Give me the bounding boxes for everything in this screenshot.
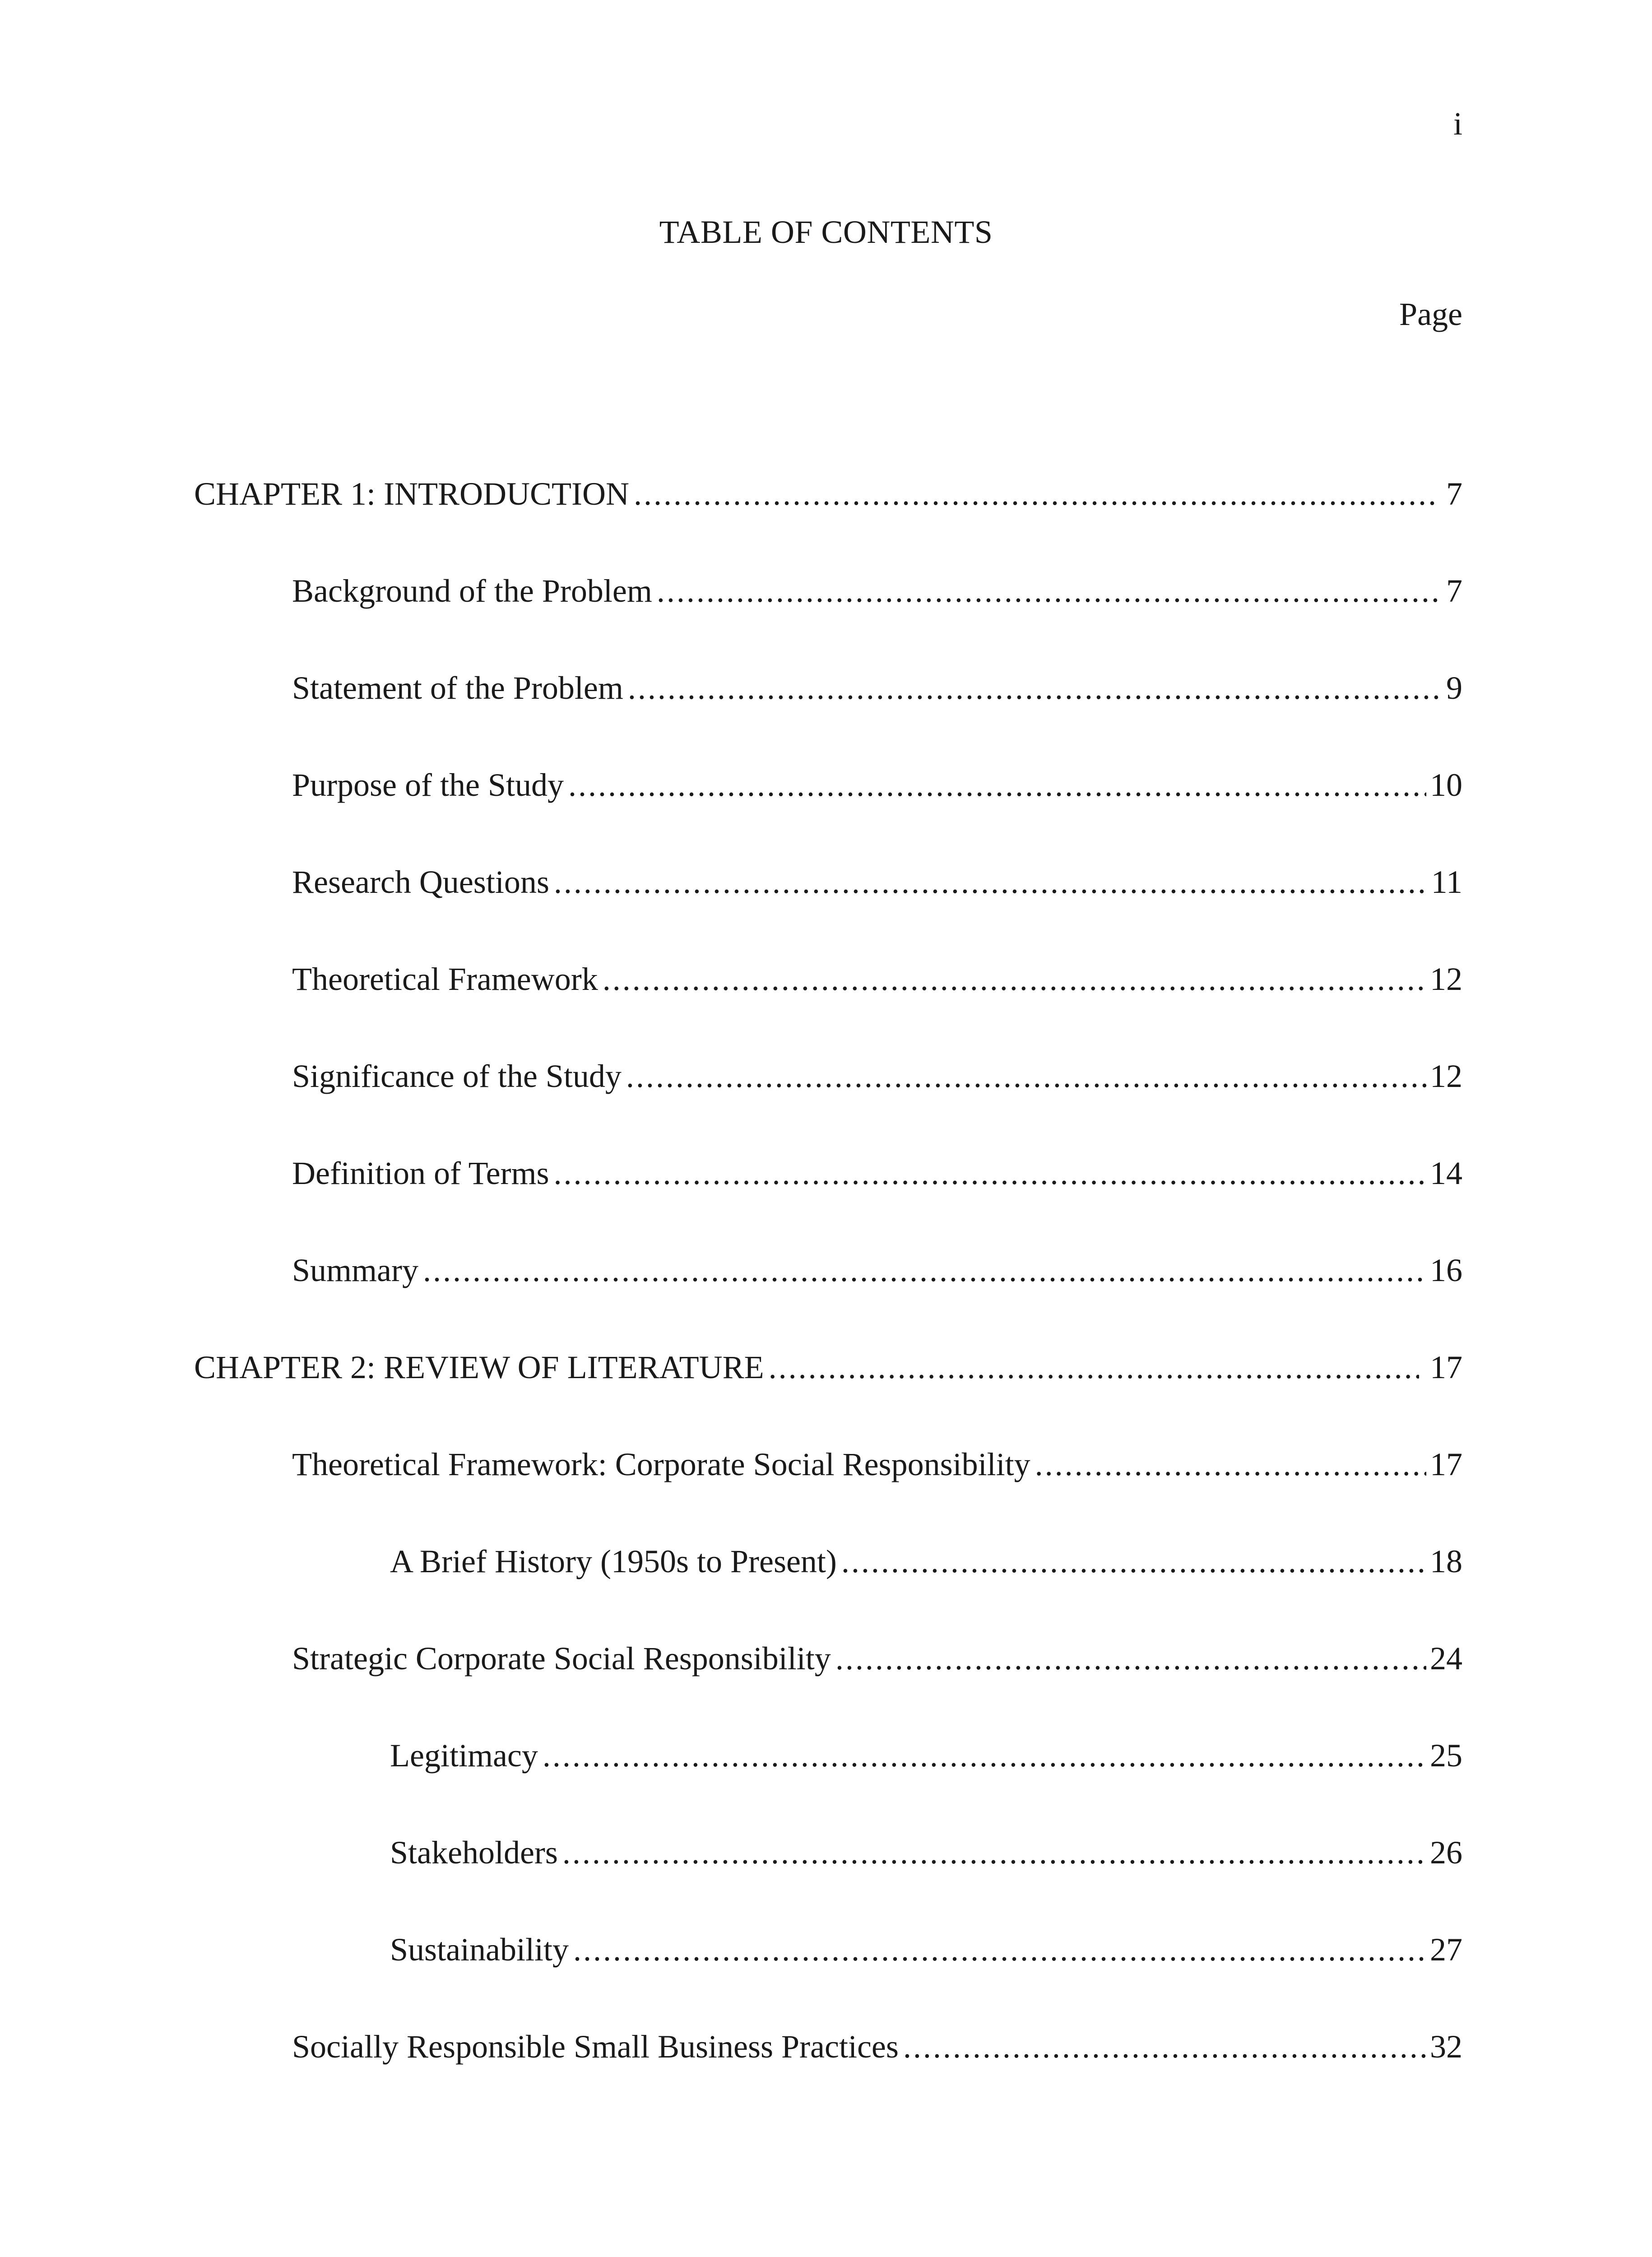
- toc-entry[interactable]: [194, 575, 1462, 672]
- toc-entry-page: 10: [1430, 769, 1462, 803]
- toc-dot-leader: [568, 769, 1426, 801]
- toc-entry-page: 12: [1430, 963, 1462, 997]
- toc-entry-page: 25: [1430, 1739, 1462, 1774]
- toc-entry-page: 17: [1430, 1351, 1462, 1385]
- toc-entry-page: 27: [1430, 1933, 1462, 1968]
- toc-entry-page: 16: [1430, 1254, 1462, 1288]
- toc-entry[interactable]: [194, 1254, 1462, 1351]
- page-title: TABLE OF CONTENTS: [659, 214, 993, 250]
- toc-entry[interactable]: [194, 1448, 1462, 1545]
- toc-dot-leader: [603, 963, 1426, 995]
- toc-dot-leader: [634, 478, 1435, 510]
- toc-entry-page: 11: [1431, 866, 1462, 900]
- toc-dot-leader: [554, 866, 1428, 898]
- toc-entry-label: Purpose of the Study: [292, 769, 568, 801]
- toc-dot-leader: [841, 1545, 1426, 1578]
- toc-entry-label: CHAPTER 1: INTRODUCTION: [194, 478, 634, 510]
- toc-dot-leader: [903, 2030, 1426, 2063]
- toc-dot-leader: [554, 1157, 1426, 1189]
- toc-dot-leader: [423, 1254, 1426, 1286]
- toc-entry[interactable]: [194, 1933, 1462, 2030]
- toc-entry[interactable]: [194, 2030, 1462, 2127]
- toc-dot-leader: [628, 672, 1443, 704]
- toc-dot-leader: [1035, 1448, 1426, 1481]
- toc-entry-label: Summary: [292, 1254, 423, 1286]
- toc-entry-page: 17: [1430, 1448, 1462, 1482]
- toc-entry-page: 7: [1446, 575, 1462, 609]
- toc-entry-page: 14: [1430, 1157, 1462, 1191]
- toc-entry[interactable]: [194, 1157, 1462, 1254]
- toc-entry-page: 26: [1430, 1836, 1462, 1871]
- toc-dot-leader: [835, 1642, 1426, 1675]
- toc-entry-label: Definition of Terms: [292, 1157, 554, 1189]
- toc-entry[interactable]: [194, 963, 1462, 1060]
- toc-entry[interactable]: [194, 478, 1462, 575]
- toc-entry[interactable]: [194, 672, 1462, 769]
- toc-entry-label: Significance of the Study: [292, 1060, 626, 1092]
- toc-entry-label: A Brief History (1950s to Present): [390, 1545, 841, 1578]
- toc-entry[interactable]: [194, 1351, 1462, 1448]
- toc-entry-label: Theoretical Framework: Corporate Social Responsibility: [292, 1448, 1035, 1481]
- toc-dot-leader: [626, 1060, 1426, 1092]
- toc-entry-label: Background of the Problem: [292, 575, 657, 607]
- page-number: i: [1453, 106, 1462, 142]
- toc-entry[interactable]: [194, 1739, 1462, 1836]
- toc-entry-label: Theoretical Framework: [292, 963, 603, 995]
- toc-list: [194, 478, 1462, 2127]
- toc-entry-label: Statement of the Problem: [292, 672, 628, 704]
- toc-entry-label: Stakeholders: [390, 1836, 562, 1869]
- toc-entry-page: 32: [1430, 2030, 1462, 2065]
- toc-entry-label: Strategic Corporate Social Responsibility: [292, 1642, 835, 1675]
- toc-entry-page: 7: [1446, 478, 1462, 512]
- toc-entry-label: Sustainability: [390, 1933, 573, 1966]
- toc-entry[interactable]: [194, 866, 1462, 963]
- toc-dot-leader: [573, 1933, 1426, 1966]
- toc-dot-leader: [543, 1739, 1426, 1772]
- toc-dot-leader: [657, 575, 1443, 607]
- toc-entry-label: Legitimacy: [390, 1739, 543, 1772]
- toc-entry[interactable]: [194, 1642, 1462, 1739]
- toc-entry-label: Socially Responsible Small Business Practices: [292, 2030, 903, 2063]
- toc-entry-page: 9: [1446, 672, 1462, 706]
- toc-entry-label: CHAPTER 2: REVIEW OF LITERATURE: [194, 1351, 769, 1384]
- toc-entry-page: 18: [1430, 1545, 1462, 1579]
- toc-entry[interactable]: [194, 769, 1462, 866]
- toc-entry-page: 12: [1430, 1060, 1462, 1094]
- toc-entry-label: Research Questions: [292, 866, 554, 898]
- toc-entry[interactable]: [194, 1836, 1462, 1933]
- toc-entry[interactable]: [194, 1545, 1462, 1642]
- toc-dot-leader: [769, 1351, 1419, 1384]
- page-column-header: Page: [1399, 296, 1462, 332]
- toc-dot-leader: [562, 1836, 1426, 1869]
- toc-entry[interactable]: [194, 1060, 1462, 1157]
- toc-entry-page: 24: [1430, 1642, 1462, 1676]
